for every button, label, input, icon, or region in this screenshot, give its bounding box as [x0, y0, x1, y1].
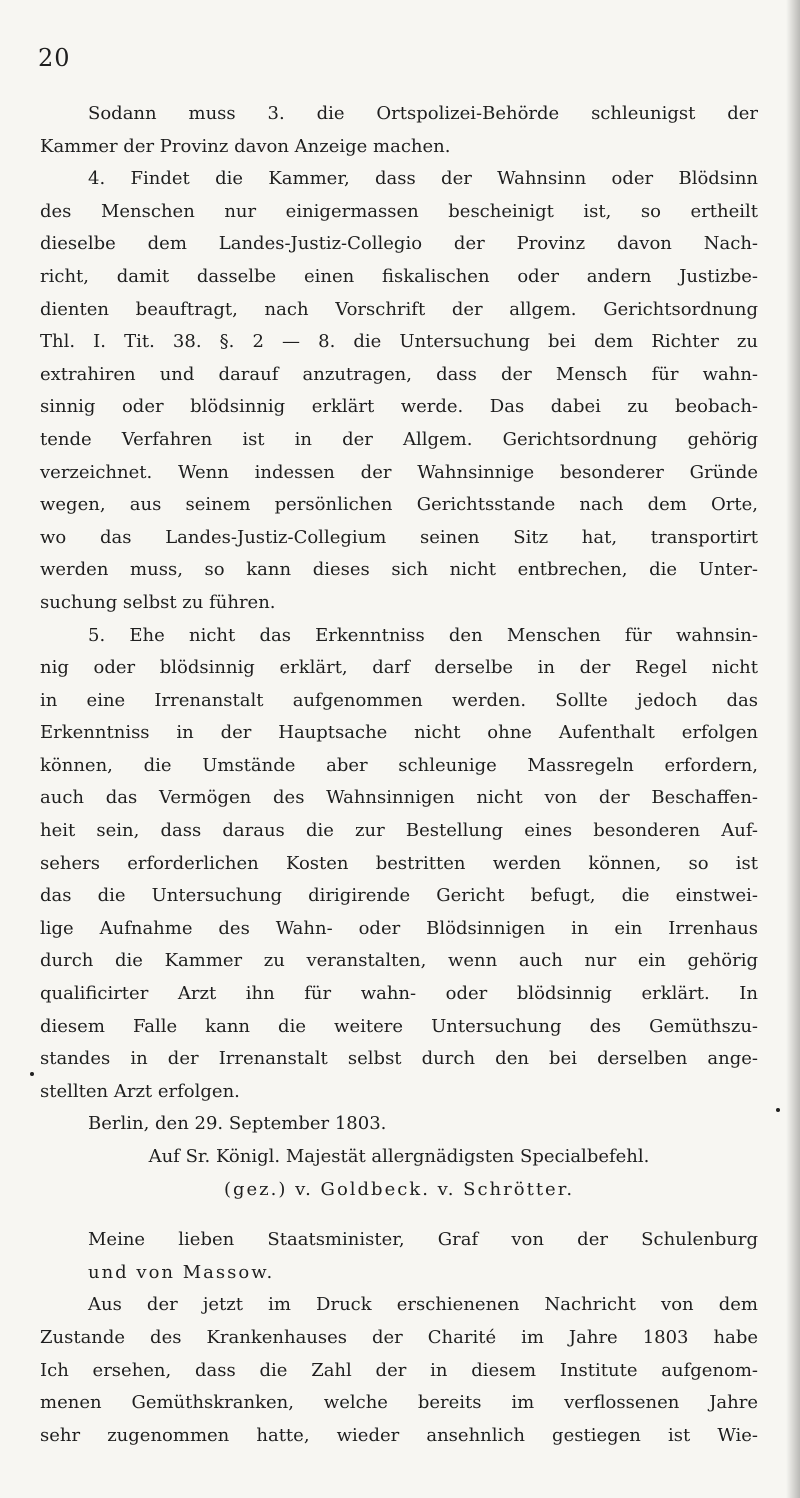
text-line: Sodann muss 3. die Ortspolizei-Behörde schleunigst der	[88, 103, 758, 124]
text-line: Aus der jetzt im Druck erschienenen Nachricht von dem	[88, 1294, 758, 1316]
text-line: (gez.) v. Goldbeck. v. Schrötter.	[223, 1178, 575, 1200]
text-line: qualificirter Arzt ihn für wahn- oder blödsinnig erklärt. In	[40, 983, 758, 1005]
text-line: diesem Falle kann die weitere Untersuchung des Gemüthszu-	[40, 1015, 758, 1037]
page-number: 20	[38, 44, 71, 72]
text-line: Berlin, den 29. September 1803.	[88, 1113, 387, 1135]
text-line: dieselbe dem Landes-Justiz-Collegio der Provinz davon Nach-	[40, 233, 758, 255]
text-line: Ich ersehen, dass die Zahl der in diesem Institute aufgenom-	[40, 1359, 758, 1381]
text-line: sehr zugenommen hatte, wieder ansehnlich gestiegen ist Wie-	[40, 1424, 758, 1446]
text-line: das die Untersuchung dirigirende Gericht befugt, die einstwei-	[40, 885, 758, 907]
text-line: tende Verfahren ist in der Allgem. Gerichtsordnung gehörig	[40, 428, 758, 450]
text-line: verzeichnet. Wenn indessen der Wahnsinnige besonderer Gründe	[40, 461, 758, 483]
text-line: Thl. I. Tit. 38. §. 2 — 8. die Untersuchung bei dem Richter zu	[40, 331, 758, 353]
text-line: sehers erforderlichen Kosten bestritten werden können, so ist	[40, 852, 758, 874]
text-line: nig oder blödsinnig erklärt, darf derselbe in der Regel nicht	[40, 657, 758, 679]
text-line: Auf Sr. Königl. Majestät allergnädigsten Specialbefehl.	[148, 1146, 650, 1167]
ink-speck	[776, 1108, 780, 1112]
page-edge-shadow	[786, 0, 800, 1498]
ink-speck	[30, 1072, 34, 1076]
text-line: können, die Umstände aber schleunige Massregeln erfordern,	[40, 754, 758, 776]
text-line: Kammer der Provinz davon Anzeige machen.	[40, 135, 451, 157]
text-line: und von Massow.	[88, 1261, 275, 1283]
text-line: auch das Vermögen des Wahnsinnigen nicht von der Beschaffen-	[40, 787, 758, 809]
text-line: Erkenntniss in der Hauptsache nicht ohne Aufenthalt erfolgen	[40, 722, 758, 744]
text-line: suchung selbst zu führen.	[40, 591, 276, 613]
text-line: lige Aufnahme des Wahn- oder Blödsinnigen in ein Irrenhaus	[40, 917, 758, 939]
text-line: 5. Ehe nicht das Erkenntniss den Menschen für wahnsin-	[88, 624, 758, 646]
text-line: dienten beauftragt, nach Vorschrift der allgem. Gerichtsordnung	[40, 298, 758, 320]
paragraph-gap	[40, 1206, 758, 1224]
text-line: extrahiren und darauf anzutragen, dass der Mensch für wahn-	[40, 363, 758, 385]
text-line: durch die Kammer zu veranstalten, wenn auch nur ein gehörig	[40, 950, 758, 972]
text-line: stellten Arzt erfolgen.	[40, 1080, 240, 1102]
text-line: richt, damit dasselbe einen fiskalischen oder andern Justizbe-	[40, 265, 758, 287]
text-line: des Menschen nur einigermassen bescheinigt ist, so ertheilt	[40, 200, 758, 222]
text-line: wegen, aus seinem persönlichen Gerichtsstande nach dem Orte,	[40, 494, 758, 516]
text-line: heit sein, dass daraus die zur Bestellung eines besonderen Auf-	[40, 820, 758, 842]
text-line: 4. Findet die Kammer, dass der Wahnsinn oder Blödsinn	[88, 168, 758, 190]
text-line: menen Gemüthskranken, welche bereits im verflossenen Jahre	[40, 1392, 758, 1414]
text-line: wo das Landes-Justiz-Collegium seinen Sitz hat, transportirt	[40, 526, 758, 548]
text-line: in eine Irrenanstalt aufgenommen werden. Sollte jedoch das	[40, 689, 758, 711]
text-line: Zustande des Krankenhauses der Charité im Jahre 1803 habe	[40, 1326, 758, 1348]
text-line: werden muss, so kann dieses sich nicht entbrechen, die Unter-	[40, 559, 758, 581]
text-line: Meine lieben Staatsminister, Graf von der Schulenburg	[88, 1229, 758, 1251]
text-line: sinnig oder blödsinnig erklärt werde. Das dabei zu beobach-	[40, 396, 758, 418]
text-line: standes in der Irrenanstalt selbst durch den bei derselben ange-	[40, 1048, 758, 1070]
body-text	[40, 98, 758, 1452]
